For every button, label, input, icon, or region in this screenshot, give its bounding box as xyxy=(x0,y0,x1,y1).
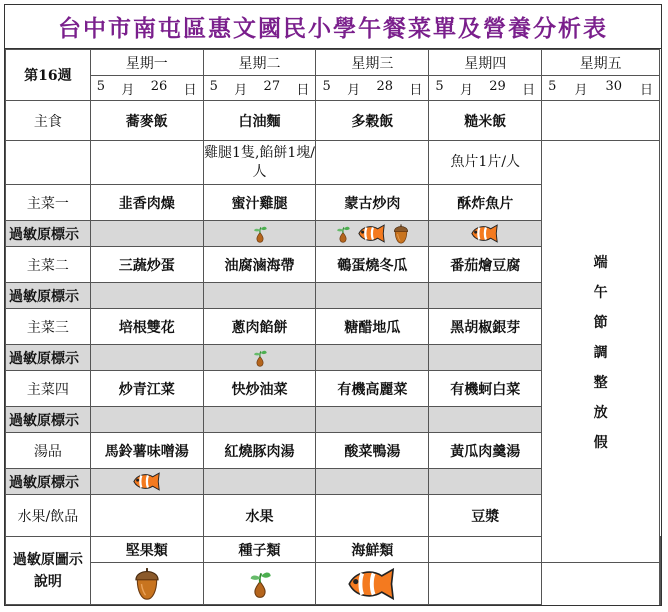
dish-cell: 有機蚵白菜 xyxy=(429,371,542,407)
date-day-unit: 日 xyxy=(183,82,197,98)
dish-cell: 黑胡椒銀芽 xyxy=(429,309,542,345)
fish-icon xyxy=(470,223,500,244)
dish-cell: 水果 xyxy=(203,495,316,537)
dish-cell: 紅燒豚肉湯 xyxy=(203,433,316,469)
day-name-3: 星期三 xyxy=(316,50,429,76)
date-month-unit: 月 xyxy=(234,82,248,98)
row-label-main2: 主菜二 xyxy=(6,247,91,283)
date-month: 5 xyxy=(322,78,331,94)
legend-empty-cell xyxy=(429,537,542,563)
seed-icon xyxy=(250,223,270,245)
allergy-cell xyxy=(90,345,203,371)
day-name-4: 星期四 xyxy=(429,50,542,76)
legend-empty-cell xyxy=(660,537,661,605)
holiday-char: 節 xyxy=(593,314,608,331)
allergy-cell xyxy=(429,345,542,371)
allergy-cell xyxy=(90,283,203,309)
row-label-main3: 主菜三 xyxy=(6,309,91,345)
staple-note: 魚片1片/人 xyxy=(429,141,542,185)
date-day: 30 xyxy=(605,78,622,94)
nut-icon xyxy=(130,566,164,602)
allergy-cell xyxy=(203,345,316,371)
dish-cell: 蕎麥飯 xyxy=(90,101,203,141)
dish-cell: 三蔬炒蛋 xyxy=(90,247,203,283)
date-day-unit: 日 xyxy=(409,82,423,98)
seed-icon xyxy=(250,347,270,369)
legend-item-icon-cell xyxy=(90,563,203,605)
date-month-unit: 月 xyxy=(347,82,361,98)
legend-item-icon-cell xyxy=(316,563,429,605)
notes-label-cell xyxy=(6,141,91,185)
holiday-char: 假 xyxy=(593,434,608,451)
allergy-cell xyxy=(316,283,429,309)
legend-item-name: 堅果類 xyxy=(90,537,203,563)
legend-item-name: 海鮮類 xyxy=(316,537,429,563)
day-name-2: 星期二 xyxy=(203,50,316,76)
date-day: 29 xyxy=(489,78,506,94)
date-day-unit: 日 xyxy=(296,82,310,98)
row-label-main1: 主菜一 xyxy=(6,185,91,221)
legend-item-icon-cell xyxy=(203,563,316,605)
dish-cell xyxy=(316,495,429,537)
fish-icon xyxy=(132,471,162,492)
dish-cell: 豆漿 xyxy=(429,495,542,537)
dish-cell: 快炒油菜 xyxy=(203,371,316,407)
dish-cell: 蒙古炒肉 xyxy=(316,185,429,221)
day-date-3 xyxy=(316,76,429,101)
date-day-unit: 日 xyxy=(639,82,653,98)
date-month: 5 xyxy=(548,78,557,94)
allergy-cell xyxy=(429,283,542,309)
dish-cell: 蜜汁雞腿 xyxy=(203,185,316,221)
date-day-unit: 日 xyxy=(522,82,536,98)
day-name-5: 星期五 xyxy=(542,50,660,76)
dish-cell: 糙米飯 xyxy=(429,101,542,141)
seed-icon xyxy=(333,223,353,245)
dish-cell: 黃瓜肉羹湯 xyxy=(429,433,542,469)
date-month: 5 xyxy=(96,78,106,94)
dish-cell: 酥炸魚片 xyxy=(429,185,542,221)
holiday-char: 調 xyxy=(593,344,608,361)
menu-table xyxy=(5,49,661,605)
row-label-fruit: 水果/飲品 xyxy=(6,495,91,537)
fish-icon xyxy=(357,223,387,244)
day-date-4 xyxy=(429,76,542,101)
dish-cell: 糖醋地瓜 xyxy=(316,309,429,345)
holiday-char: 端 xyxy=(593,254,608,271)
nut-icon xyxy=(391,223,411,245)
seed-icon xyxy=(244,567,276,601)
allergy-cell xyxy=(90,221,203,247)
allergy-cell xyxy=(316,345,429,371)
date-month-unit: 月 xyxy=(121,82,135,98)
date-day: 28 xyxy=(376,78,393,94)
allergy-cell xyxy=(316,221,429,247)
dish-cell: 酸菜鴨湯 xyxy=(316,433,429,469)
date-day: 26 xyxy=(150,78,168,94)
allergy-cell xyxy=(90,469,203,495)
holiday-char: 放 xyxy=(593,404,608,421)
dish-cell: 白油麵 xyxy=(203,101,316,141)
row-label-staple: 主食 xyxy=(6,101,91,141)
allergy-cell xyxy=(90,407,203,433)
dish-cell: 鵪蛋燒冬瓜 xyxy=(316,247,429,283)
dish-cell: 炒青江菜 xyxy=(90,371,203,407)
staple-note xyxy=(90,141,203,185)
page-title: 台中市南屯區惠文國民小學午餐菜單及營養分析表 xyxy=(5,5,661,49)
row-label-main4: 主菜四 xyxy=(6,371,91,407)
allergy-row-label: 過敏原標示 xyxy=(6,407,91,433)
allergy-cell xyxy=(429,469,542,495)
allergy-row-label: 過敏原標示 xyxy=(6,469,91,495)
date-month: 5 xyxy=(435,78,444,94)
allergy-cell xyxy=(203,283,316,309)
allergy-cell xyxy=(316,469,429,495)
staple-note xyxy=(316,141,429,185)
legend-label: 過敏原圖示說明 xyxy=(6,537,91,605)
holiday-char: 午 xyxy=(593,284,608,301)
friday-staple-cell xyxy=(542,101,660,141)
date-month: 5 xyxy=(209,78,218,94)
allergy-cell xyxy=(429,407,542,433)
holiday-char: 整 xyxy=(593,374,608,391)
date-month-unit: 月 xyxy=(459,82,473,98)
staple-note: 雞腿1隻,餡餅1塊/人 xyxy=(203,141,316,185)
day-date-1 xyxy=(90,76,203,101)
allergy-cell xyxy=(203,221,316,247)
row-label-soup: 湯品 xyxy=(6,433,91,469)
dish-cell: 馬鈴薯味噌湯 xyxy=(90,433,203,469)
day-name-1: 星期一 xyxy=(90,50,203,76)
date-day: 27 xyxy=(263,78,281,94)
fish-icon xyxy=(346,566,398,602)
allergy-row-label: 過敏原標示 xyxy=(6,345,91,371)
allergy-cell xyxy=(203,469,316,495)
dish-cell: 油腐滷海帶 xyxy=(203,247,316,283)
week-label: 第16週 xyxy=(6,50,91,101)
allergy-cell xyxy=(316,407,429,433)
dish-cell: 多穀飯 xyxy=(316,101,429,141)
holiday-notice xyxy=(542,141,660,563)
dish-cell: 培根雙花 xyxy=(90,309,203,345)
menu-document xyxy=(4,4,662,606)
dish-cell: 番茄燴豆腐 xyxy=(429,247,542,283)
dish-cell: 韭香肉燥 xyxy=(90,185,203,221)
dish-cell xyxy=(90,495,203,537)
date-month-unit: 月 xyxy=(574,82,588,98)
allergy-row-label: 過敏原標示 xyxy=(6,221,91,247)
day-date-5 xyxy=(542,76,660,101)
allergy-row-label: 過敏原標示 xyxy=(6,283,91,309)
allergy-cell xyxy=(429,221,542,247)
allergy-cell xyxy=(203,407,316,433)
dish-cell: 有機高麗菜 xyxy=(316,371,429,407)
dish-cell: 蔥肉餡餅 xyxy=(203,309,316,345)
legend-item-name: 種子類 xyxy=(203,537,316,563)
legend-empty-cell xyxy=(429,563,542,605)
day-date-2 xyxy=(203,76,316,101)
